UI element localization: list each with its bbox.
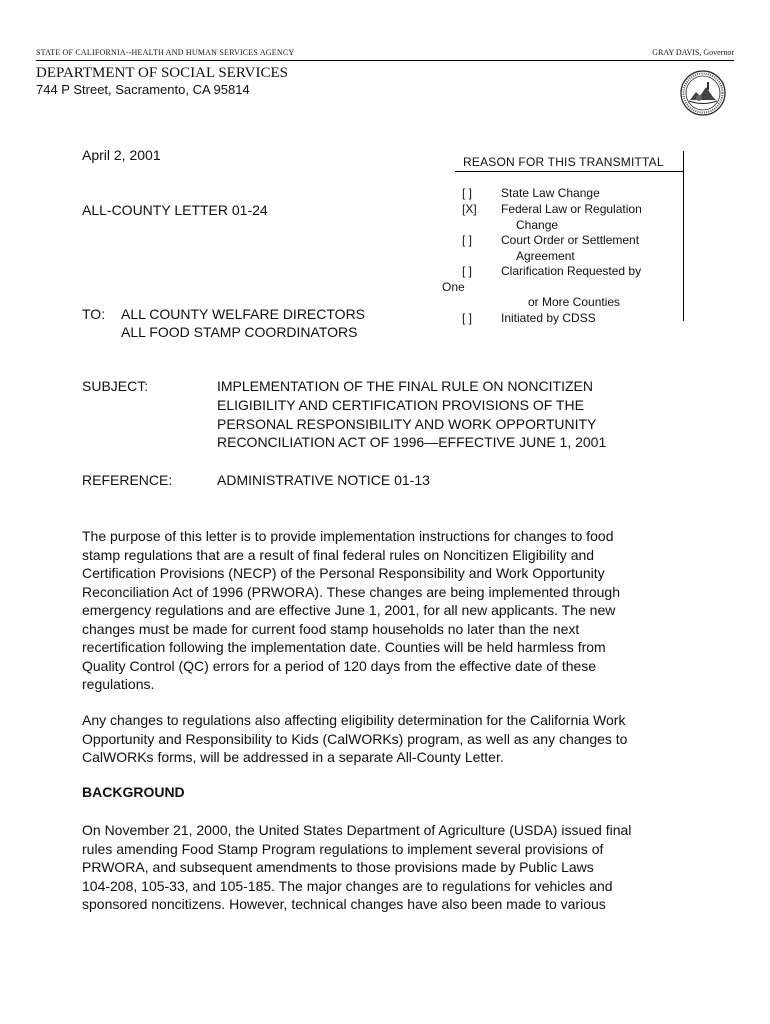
- department-address: 744 P Street, Sacramento, CA 95814: [36, 82, 250, 97]
- reason-clarification-cont: or More Counties: [528, 295, 621, 309]
- state-seal-icon: [680, 70, 726, 116]
- reason-initiated-cdss: Initiated by CDSS: [501, 311, 596, 325]
- reason-clarification-wrap: One: [442, 280, 465, 294]
- reason-clarification: Clarification Requested by: [501, 264, 642, 278]
- paragraph-line: Certification Provisions (NECP) of the Personal Responsibility and Work Opportunity: [82, 565, 605, 581]
- paragraph-line: changes must be made for current food stamp households no later than the next: [82, 620, 580, 637]
- agency-header: STATE OF CALIFORNIA--HEALTH AND HUMAN SERVICES AGENCY: [36, 48, 295, 57]
- paragraph-line: sponsored noncitizens. However, technical changes have also been made to various: [82, 896, 606, 912]
- to-recipient: ALL COUNTY WELFARE DIRECTORS: [121, 306, 366, 322]
- reason-court-order-cont: Agreement: [516, 249, 575, 263]
- paragraph-line: 104-208, 105-33, and 105-185. The major changes are to regulations for vehicles and: [82, 877, 613, 894]
- paragraph-line: Quality Control (QC) errors for a period of 120 days from the effective date of these: [82, 657, 597, 674]
- checkbox-state-law: [ ]: [462, 186, 473, 200]
- to-label: TO:: [82, 306, 106, 322]
- reason-court-order: Court Order or Settlement: [501, 233, 640, 247]
- reason-federal-law-cont: Change: [516, 218, 559, 232]
- paragraph-line: CalWORKs forms, will be addressed in a separate All-County Letter.: [82, 749, 504, 765]
- paragraph-line: Reconciliation Act of 1996 (PRWORA). These changes are being implemented through: [82, 583, 621, 600]
- checkbox-initiated-cdss: [ ]: [462, 311, 473, 325]
- paragraph-line: rules amending Food Stamp Program regulations to implement several provisions of: [82, 840, 604, 857]
- reference-label: REFERENCE:: [82, 472, 173, 488]
- reason-federal-law: Federal Law or Regulation: [501, 202, 642, 216]
- paragraph-line: The purpose of this letter is to provide implementation instructions for changes to food: [82, 528, 614, 544]
- subject-line: ELIGIBILITY AND CERTIFICATION PROVISIONS OF THE: [217, 397, 584, 413]
- subject-label: SUBJECT:: [82, 378, 149, 394]
- background-paragraph: [82, 821, 682, 914]
- paragraph-line: stamp regulations that are a result of final federal rules on Noncitizen Eligibility and: [82, 546, 595, 563]
- reason-divider: [455, 171, 683, 172]
- checkbox-clarification: [ ]: [462, 264, 473, 278]
- department-name: DEPARTMENT OF SOCIAL SERVICES: [36, 65, 288, 81]
- paragraph-line: emergency regulations and are effective June 1, 2001, for all new applicants. The new: [82, 602, 616, 618]
- reason-state-law: State Law Change: [501, 186, 600, 200]
- paragraph-line: Any changes to regulations also affecting eligibility determination for the California Work: [82, 712, 626, 728]
- to-recipient: ALL FOOD STAMP COORDINATORS: [121, 324, 358, 340]
- subject-line: IMPLEMENTATION OF THE FINAL RULE ON NONCITIZEN: [217, 378, 593, 394]
- paragraph-line: regulations.: [82, 676, 155, 692]
- paragraph-line: recertification following the implementation date. Counties will be held harmless from: [82, 639, 606, 655]
- letter-number: ALL-COUNTY LETTER 01-24: [82, 202, 268, 218]
- paragraph-line: Opportunity and Responsibility to Kids (CalWORKs) program, as well as any changes to: [82, 730, 628, 747]
- governor-name: GRAY DAVIS, Governor: [652, 48, 734, 57]
- reason-title: REASON FOR THIS TRANSMITTAL: [463, 155, 664, 169]
- checkbox-federal-law: [X]: [462, 202, 477, 216]
- paragraph-line: PRWORA, and subsequent amendments to those provisions made by Public Laws: [82, 859, 594, 875]
- purpose-paragraph: [82, 527, 682, 694]
- calworks-paragraph: [82, 711, 682, 767]
- paragraph-line: On November 21, 2000, the United States Department of Agriculture (USDA) issued final: [82, 822, 632, 838]
- reference-value: ADMINISTRATIVE NOTICE 01-13: [217, 472, 430, 488]
- reason-for-transmittal-box: [442, 151, 684, 325]
- subject-line: RECONCILIATION ACT OF 1996—EFFECTIVE JUNE 1, 2001: [217, 434, 607, 450]
- checkbox-court-order: [ ]: [462, 233, 473, 247]
- background-heading: BACKGROUND: [82, 784, 185, 800]
- subject-line: PERSONAL RESPONSIBILITY AND WORK OPPORTUNITY: [217, 416, 597, 432]
- letter-date: April 2, 2001: [82, 147, 161, 163]
- header-divider: [36, 60, 734, 61]
